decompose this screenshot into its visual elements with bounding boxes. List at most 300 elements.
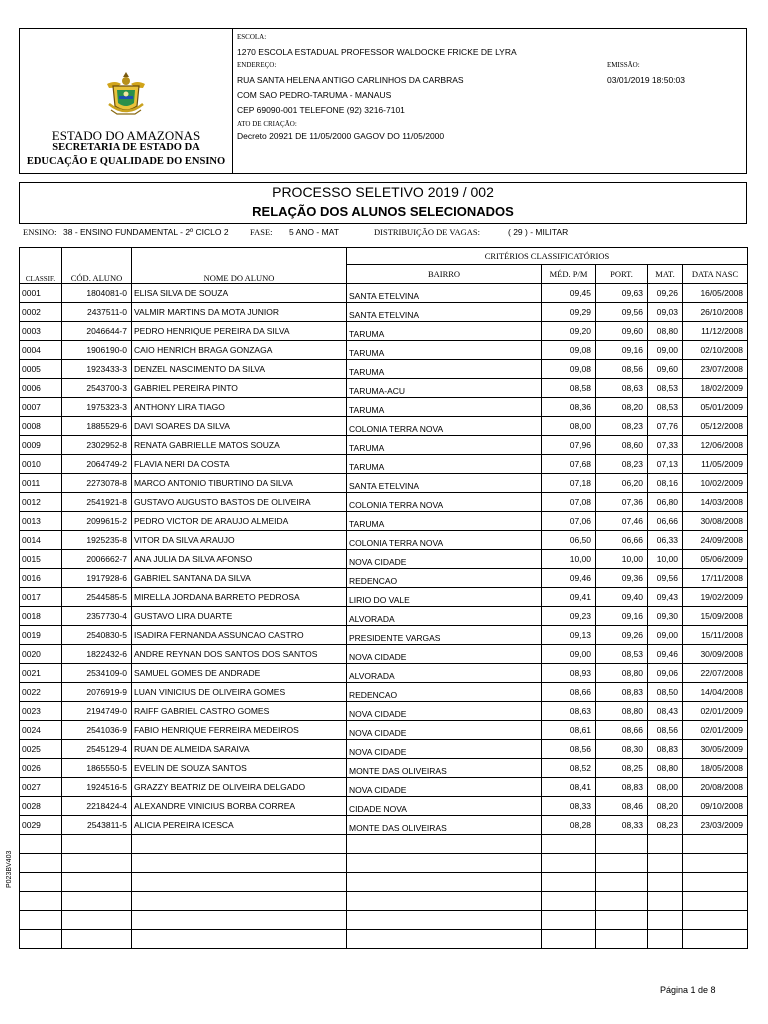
cell-mat: 08,83 [648,740,683,759]
cell-bairro: COLONIA TERRA NOVA [347,417,542,436]
empty-cell [347,854,542,873]
cell-cod-aluno: 2218424-4 [62,797,132,816]
cell-cod-aluno: 1885529-6 [62,417,132,436]
cell-media: 09,08 [542,360,596,379]
criterios-header: CRITÉRIOS CLASSIFICATÓRIOS [347,248,748,265]
cell-mat: 08,80 [648,759,683,778]
cell-data-nasc: 23/03/2009 [683,816,748,835]
table-row [20,626,748,645]
col-header-port: PORT. [596,265,648,284]
cell-classif: 0007 [20,398,62,417]
cell-media: 09,08 [542,341,596,360]
cell-port: 08,20 [596,398,648,417]
col-header-media: MÉD. P/M [542,265,596,284]
cell-nome-aluno: PEDRO HENRIQUE PEREIRA DA SILVA [132,322,347,341]
cell-bairro: TARUMA [347,398,542,417]
table-row [20,797,748,816]
empty-cell [596,892,648,911]
cell-bairro: NOVA CIDADE [347,645,542,664]
cell-media: 10,00 [542,550,596,569]
cell-data-nasc: 05/06/2009 [683,550,748,569]
cell-bairro: MONTE DAS OLIVEIRAS [347,759,542,778]
escola-value: 1270 ESCOLA ESTADUAL PROFESSOR WALDOCKE FRICKE DE LYRA [237,47,517,57]
cell-port: 09,26 [596,626,648,645]
cell-cod-aluno: 2541036-9 [62,721,132,740]
emissao-label: EMISSÃO: [607,61,640,69]
col-header-classif: CLASSIF. [20,248,62,284]
cell-media: 09,23 [542,607,596,626]
cell-mat: 08,00 [648,778,683,797]
cell-data-nasc: 23/07/2008 [683,360,748,379]
empty-cell [20,835,62,854]
cell-cod-aluno: 2064749-2 [62,455,132,474]
table-row [20,284,748,303]
cell-nome-aluno: ISADIRA FERNANDA ASSUNCAO CASTRO [132,626,347,645]
empty-cell [62,892,132,911]
cell-nome-aluno: ALICIA PEREIRA ICESCA [132,816,347,835]
cell-mat: 09,26 [648,284,683,303]
table-row [20,683,748,702]
cell-data-nasc: 05/12/2008 [683,417,748,436]
cell-nome-aluno: GABRIEL SANTANA DA SILVA [132,569,347,588]
col-header-mat: MAT. [648,265,683,284]
distribuicao-value: ( 29 ) - MILITAR [508,227,569,237]
cell-media: 08,58 [542,379,596,398]
ensino-label: ENSINO: [23,227,57,237]
cell-media: 08,93 [542,664,596,683]
cell-media: 09,46 [542,569,596,588]
table-row [20,550,748,569]
empty-cell [542,911,596,930]
empty-table-row [20,873,748,892]
cell-data-nasc: 02/10/2008 [683,341,748,360]
cell-cod-aluno: 2534109-0 [62,664,132,683]
emissao-value: 03/01/2019 18:50:03 [607,75,685,85]
cell-bairro: REDENCAO [347,569,542,588]
cell-media: 08,61 [542,721,596,740]
empty-cell [683,835,748,854]
cell-data-nasc: 18/02/2009 [683,379,748,398]
cell-port: 08,33 [596,816,648,835]
ato-value: Decreto 20921 DE 11/05/2000 GAGOV DO 11/05/2000 [237,131,445,141]
empty-cell [347,892,542,911]
cell-classif: 0022 [20,683,62,702]
cell-bairro: COLONIA TERRA NOVA [347,493,542,512]
cell-bairro: COLONIA TERRA NOVA [347,531,542,550]
cell-mat: 09,00 [648,341,683,360]
cell-data-nasc: 30/08/2008 [683,512,748,531]
cell-nome-aluno: GABRIEL PEREIRA PINTO [132,379,347,398]
cell-data-nasc: 17/11/2008 [683,569,748,588]
cell-bairro: TARUMA [347,341,542,360]
empty-cell [683,930,748,949]
cell-classif: 0009 [20,436,62,455]
table-row [20,379,748,398]
empty-cell [596,835,648,854]
cell-classif: 0018 [20,607,62,626]
cell-port: 09,16 [596,341,648,360]
cell-mat: 06,66 [648,512,683,531]
cell-port: 08,63 [596,379,648,398]
cell-port: 10,00 [596,550,648,569]
cell-media: 09,20 [542,322,596,341]
empty-cell [542,873,596,892]
cell-cod-aluno: 2006662-7 [62,550,132,569]
table-row [20,645,748,664]
cell-classif: 0014 [20,531,62,550]
cell-bairro: ALVORADA [347,607,542,626]
cell-port: 08,23 [596,455,648,474]
secretaria-name [20,141,232,169]
table-row [20,436,748,455]
empty-cell [648,873,683,892]
cell-cod-aluno: 2302952-8 [62,436,132,455]
cell-bairro: NOVA CIDADE [347,702,542,721]
cell-cod-aluno: 2437511-0 [62,303,132,322]
cell-port: 07,46 [596,512,648,531]
state-coat-of-arms-icon [103,70,149,118]
empty-cell [648,930,683,949]
cell-classif: 0017 [20,588,62,607]
cell-mat: 09,30 [648,607,683,626]
table-row [20,740,748,759]
col-header-cod-aluno: CÓD. ALUNO [62,248,132,284]
endereco-line1: RUA SANTA HELENA ANTIGO CARLINHOS DA CARBRAS [237,75,464,85]
table-row [20,398,748,417]
cell-nome-aluno: ALEXANDRE VINICIUS BORBA CORREA [132,797,347,816]
cell-mat: 08,56 [648,721,683,740]
empty-cell [648,835,683,854]
empty-cell [542,835,596,854]
cell-bairro: NOVA CIDADE [347,778,542,797]
cell-cod-aluno: 2541921-8 [62,493,132,512]
cell-media: 07,18 [542,474,596,493]
cell-port: 08,83 [596,683,648,702]
cell-bairro: LIRIO DO VALE [347,588,542,607]
empty-cell [683,911,748,930]
cell-port: 09,63 [596,284,648,303]
secretaria-line2: EDUCAÇÃO E QUALIDADE DO ENSINO [26,156,226,167]
empty-cell [596,854,648,873]
cell-nome-aluno: DENZEL NASCIMENTO DA SILVA [132,360,347,379]
cell-mat: 07,76 [648,417,683,436]
cell-classif: 0011 [20,474,62,493]
cell-media: 08,56 [542,740,596,759]
empty-cell [20,873,62,892]
cell-classif: 0015 [20,550,62,569]
cell-mat: 08,53 [648,379,683,398]
cell-media: 08,28 [542,816,596,835]
empty-cell [683,873,748,892]
cell-cod-aluno: 2076919-9 [62,683,132,702]
cell-port: 08,80 [596,702,648,721]
cell-bairro: TARUMA [347,436,542,455]
cell-data-nasc: 22/07/2008 [683,664,748,683]
empty-cell [20,892,62,911]
empty-cell [347,911,542,930]
empty-cell [62,835,132,854]
cell-mat: 09,43 [648,588,683,607]
empty-cell [648,911,683,930]
cell-nome-aluno: MIRELLA JORDANA BARRETO PEDROSA [132,588,347,607]
cell-cod-aluno: 2357730-4 [62,607,132,626]
cell-cod-aluno: 2273078-8 [62,474,132,493]
table-row [20,702,748,721]
cell-classif: 0019 [20,626,62,645]
cell-port: 09,36 [596,569,648,588]
table-row [20,341,748,360]
cell-data-nasc: 15/11/2008 [683,626,748,645]
cell-data-nasc: 26/10/2008 [683,303,748,322]
cell-port: 06,66 [596,531,648,550]
cell-media: 07,06 [542,512,596,531]
cell-nome-aluno: RAIFF GABRIEL CASTRO GOMES [132,702,347,721]
cell-data-nasc: 12/06/2008 [683,436,748,455]
cell-cod-aluno: 2099615-2 [62,512,132,531]
endereco-line3: CEP 69090-001 TELEFONE (92) 3216-7101 [237,105,405,115]
cell-nome-aluno: PEDRO VICTOR DE ARAUJO ALMEIDA [132,512,347,531]
cell-media: 07,96 [542,436,596,455]
cell-port: 09,56 [596,303,648,322]
table-row [20,322,748,341]
empty-cell [596,930,648,949]
cell-mat: 08,16 [648,474,683,493]
cell-cod-aluno: 2194749-0 [62,702,132,721]
table-row [20,455,748,474]
cell-data-nasc: 18/05/2008 [683,759,748,778]
cell-mat: 09,06 [648,664,683,683]
cell-bairro: NOVA CIDADE [347,721,542,740]
cell-mat: 09,46 [648,645,683,664]
empty-cell [347,873,542,892]
cell-classif: 0021 [20,664,62,683]
cell-media: 06,50 [542,531,596,550]
table-row [20,607,748,626]
cell-cod-aluno: 2540830-5 [62,626,132,645]
table-row [20,759,748,778]
cell-cod-aluno: 2544585-5 [62,588,132,607]
cell-port: 08,80 [596,664,648,683]
cell-data-nasc: 09/10/2008 [683,797,748,816]
header-divider [232,28,233,174]
cell-classif: 0020 [20,645,62,664]
cell-bairro: SANTA ETELVINA [347,303,542,322]
cell-port: 08,60 [596,436,648,455]
cell-nome-aluno: ANTHONY LIRA TIAGO [132,398,347,417]
cell-classif: 0023 [20,702,62,721]
table-row [20,664,748,683]
cell-port: 08,66 [596,721,648,740]
cell-nome-aluno: ELISA SILVA DE SOUZA [132,284,347,303]
cell-port: 08,83 [596,778,648,797]
cell-port: 09,16 [596,607,648,626]
cell-classif: 0013 [20,512,62,531]
cell-media: 08,00 [542,417,596,436]
page-number: Página 1 de 8 [660,985,716,995]
cell-bairro: SANTA ETELVINA [347,284,542,303]
cell-data-nasc: 11/05/2009 [683,455,748,474]
page-subtitle: RELAÇÃO DOS ALUNOS SELECIONADOS [252,204,514,219]
cell-cod-aluno: 2543700-3 [62,379,132,398]
cell-data-nasc: 20/08/2008 [683,778,748,797]
table-row [20,303,748,322]
cell-nome-aluno: GRAZZY BEATRIZ DE OLIVEIRA DELGADO [132,778,347,797]
cell-nome-aluno: RENATA GABRIELLE MATOS SOUZA [132,436,347,455]
empty-table-row [20,854,748,873]
cell-port: 08,30 [596,740,648,759]
cell-data-nasc: 15/09/2008 [683,607,748,626]
cell-mat: 09,60 [648,360,683,379]
cell-cod-aluno: 1925235-8 [62,531,132,550]
empty-cell [596,873,648,892]
empty-cell [347,835,542,854]
empty-cell [20,911,62,930]
side-code: P023BV403 [6,850,13,888]
empty-cell [132,911,347,930]
table-row [20,360,748,379]
cell-classif: 0026 [20,759,62,778]
cell-mat: 09,00 [648,626,683,645]
empty-cell [132,835,347,854]
endereco-line2: COM SAO PEDRO-TARUMA - MANAUS [237,90,392,100]
fase-label: FASE: [250,227,273,237]
page-title: PROCESSO SELETIVO 2019 / 002 [272,184,494,200]
cell-bairro: REDENCAO [347,683,542,702]
cell-cod-aluno: 1822432-6 [62,645,132,664]
table-row [20,588,748,607]
cell-port: 08,23 [596,417,648,436]
cell-mat: 07,33 [648,436,683,455]
cell-classif: 0003 [20,322,62,341]
cell-media: 09,45 [542,284,596,303]
table-row [20,816,748,835]
cell-port: 06,20 [596,474,648,493]
cell-nome-aluno: MARCO ANTONIO TIBURTINO DA SILVA [132,474,347,493]
cell-data-nasc: 02/01/2009 [683,721,748,740]
cell-mat: 10,00 [648,550,683,569]
empty-cell [132,873,347,892]
cell-nome-aluno: VITOR DA SILVA ARAUJO [132,531,347,550]
cell-media: 08,63 [542,702,596,721]
cell-bairro: NOVA CIDADE [347,740,542,759]
table-row [20,417,748,436]
cell-classif: 0004 [20,341,62,360]
cell-port: 08,25 [596,759,648,778]
cell-data-nasc: 16/05/2008 [683,284,748,303]
empty-table-row [20,892,748,911]
table-row [20,493,748,512]
state-name: ESTADO DO AMAZONAS [51,128,201,143]
empty-cell [62,930,132,949]
table-row [20,531,748,550]
cell-nome-aluno: SAMUEL GOMES DE ANDRADE [132,664,347,683]
col-header-bairro: BAIRRO [347,265,542,284]
cell-mat: 09,03 [648,303,683,322]
empty-cell [648,892,683,911]
empty-cell [542,930,596,949]
cell-media: 09,41 [542,588,596,607]
cell-nome-aluno: RUAN DE ALMEIDA SARAIVA [132,740,347,759]
cell-data-nasc: 05/01/2009 [683,398,748,417]
cell-cod-aluno: 2046644-7 [62,322,132,341]
cell-cod-aluno: 2545129-4 [62,740,132,759]
empty-cell [62,854,132,873]
cell-bairro: ALVORADA [347,664,542,683]
cell-nome-aluno: EVELIN DE SOUZA SANTOS [132,759,347,778]
cell-mat: 08,43 [648,702,683,721]
cell-data-nasc: 24/09/2008 [683,531,748,550]
cell-mat: 08,20 [648,797,683,816]
cell-bairro: MONTE DAS OLIVEIRAS [347,816,542,835]
table-row [20,569,748,588]
cell-classif: 0029 [20,816,62,835]
cell-port: 07,36 [596,493,648,512]
cell-cod-aluno: 2543811-5 [62,816,132,835]
cell-classif: 0016 [20,569,62,588]
cell-data-nasc: 30/05/2009 [683,740,748,759]
cell-cod-aluno: 1923433-3 [62,360,132,379]
endereco-label: ENDEREÇO: [237,61,277,69]
cell-classif: 0024 [20,721,62,740]
cell-classif: 0025 [20,740,62,759]
cell-classif: 0010 [20,455,62,474]
empty-cell [596,911,648,930]
cell-media: 08,41 [542,778,596,797]
table-row [20,778,748,797]
empty-cell [132,930,347,949]
cell-cod-aluno: 1804081-0 [62,284,132,303]
cell-mat: 07,13 [648,455,683,474]
cell-media: 07,68 [542,455,596,474]
cell-classif: 0006 [20,379,62,398]
cell-classif: 0001 [20,284,62,303]
cell-nome-aluno: GUSTAVO AUGUSTO BASTOS DE OLIVEIRA [132,493,347,512]
cell-bairro: TARUMA [347,360,542,379]
results-table [19,247,748,949]
cell-media: 08,33 [542,797,596,816]
table-row [20,474,748,493]
cell-media: 09,29 [542,303,596,322]
cell-classif: 0012 [20,493,62,512]
cell-port: 08,53 [596,645,648,664]
cell-mat: 09,56 [648,569,683,588]
cell-media: 09,00 [542,645,596,664]
cell-data-nasc: 02/01/2009 [683,702,748,721]
cell-nome-aluno: VALMIR MARTINS DA MOTA JUNIOR [132,303,347,322]
empty-cell [542,892,596,911]
cell-mat: 06,80 [648,493,683,512]
cell-media: 07,08 [542,493,596,512]
cell-mat: 08,23 [648,816,683,835]
ensino-value: 38 - ENSINO FUNDAMENTAL - 2º CICLO 2 [63,227,229,237]
empty-cell [347,930,542,949]
cell-data-nasc: 30/09/2008 [683,645,748,664]
cell-data-nasc: 10/02/2009 [683,474,748,493]
cell-port: 08,46 [596,797,648,816]
cell-cod-aluno: 1975323-3 [62,398,132,417]
cell-bairro: CIDADE NOVA [347,797,542,816]
empty-table-row [20,930,748,949]
secretaria-line1: SECRETARIA DE ESTADO DA [52,142,200,153]
cell-classif: 0027 [20,778,62,797]
cell-mat: 08,53 [648,398,683,417]
cell-classif: 0008 [20,417,62,436]
cell-cod-aluno: 1865550-5 [62,759,132,778]
cell-mat: 06,33 [648,531,683,550]
empty-cell [542,854,596,873]
empty-cell [683,854,748,873]
cell-nome-aluno: ANDRE REYNAN DOS SANTOS DOS SANTOS [132,645,347,664]
